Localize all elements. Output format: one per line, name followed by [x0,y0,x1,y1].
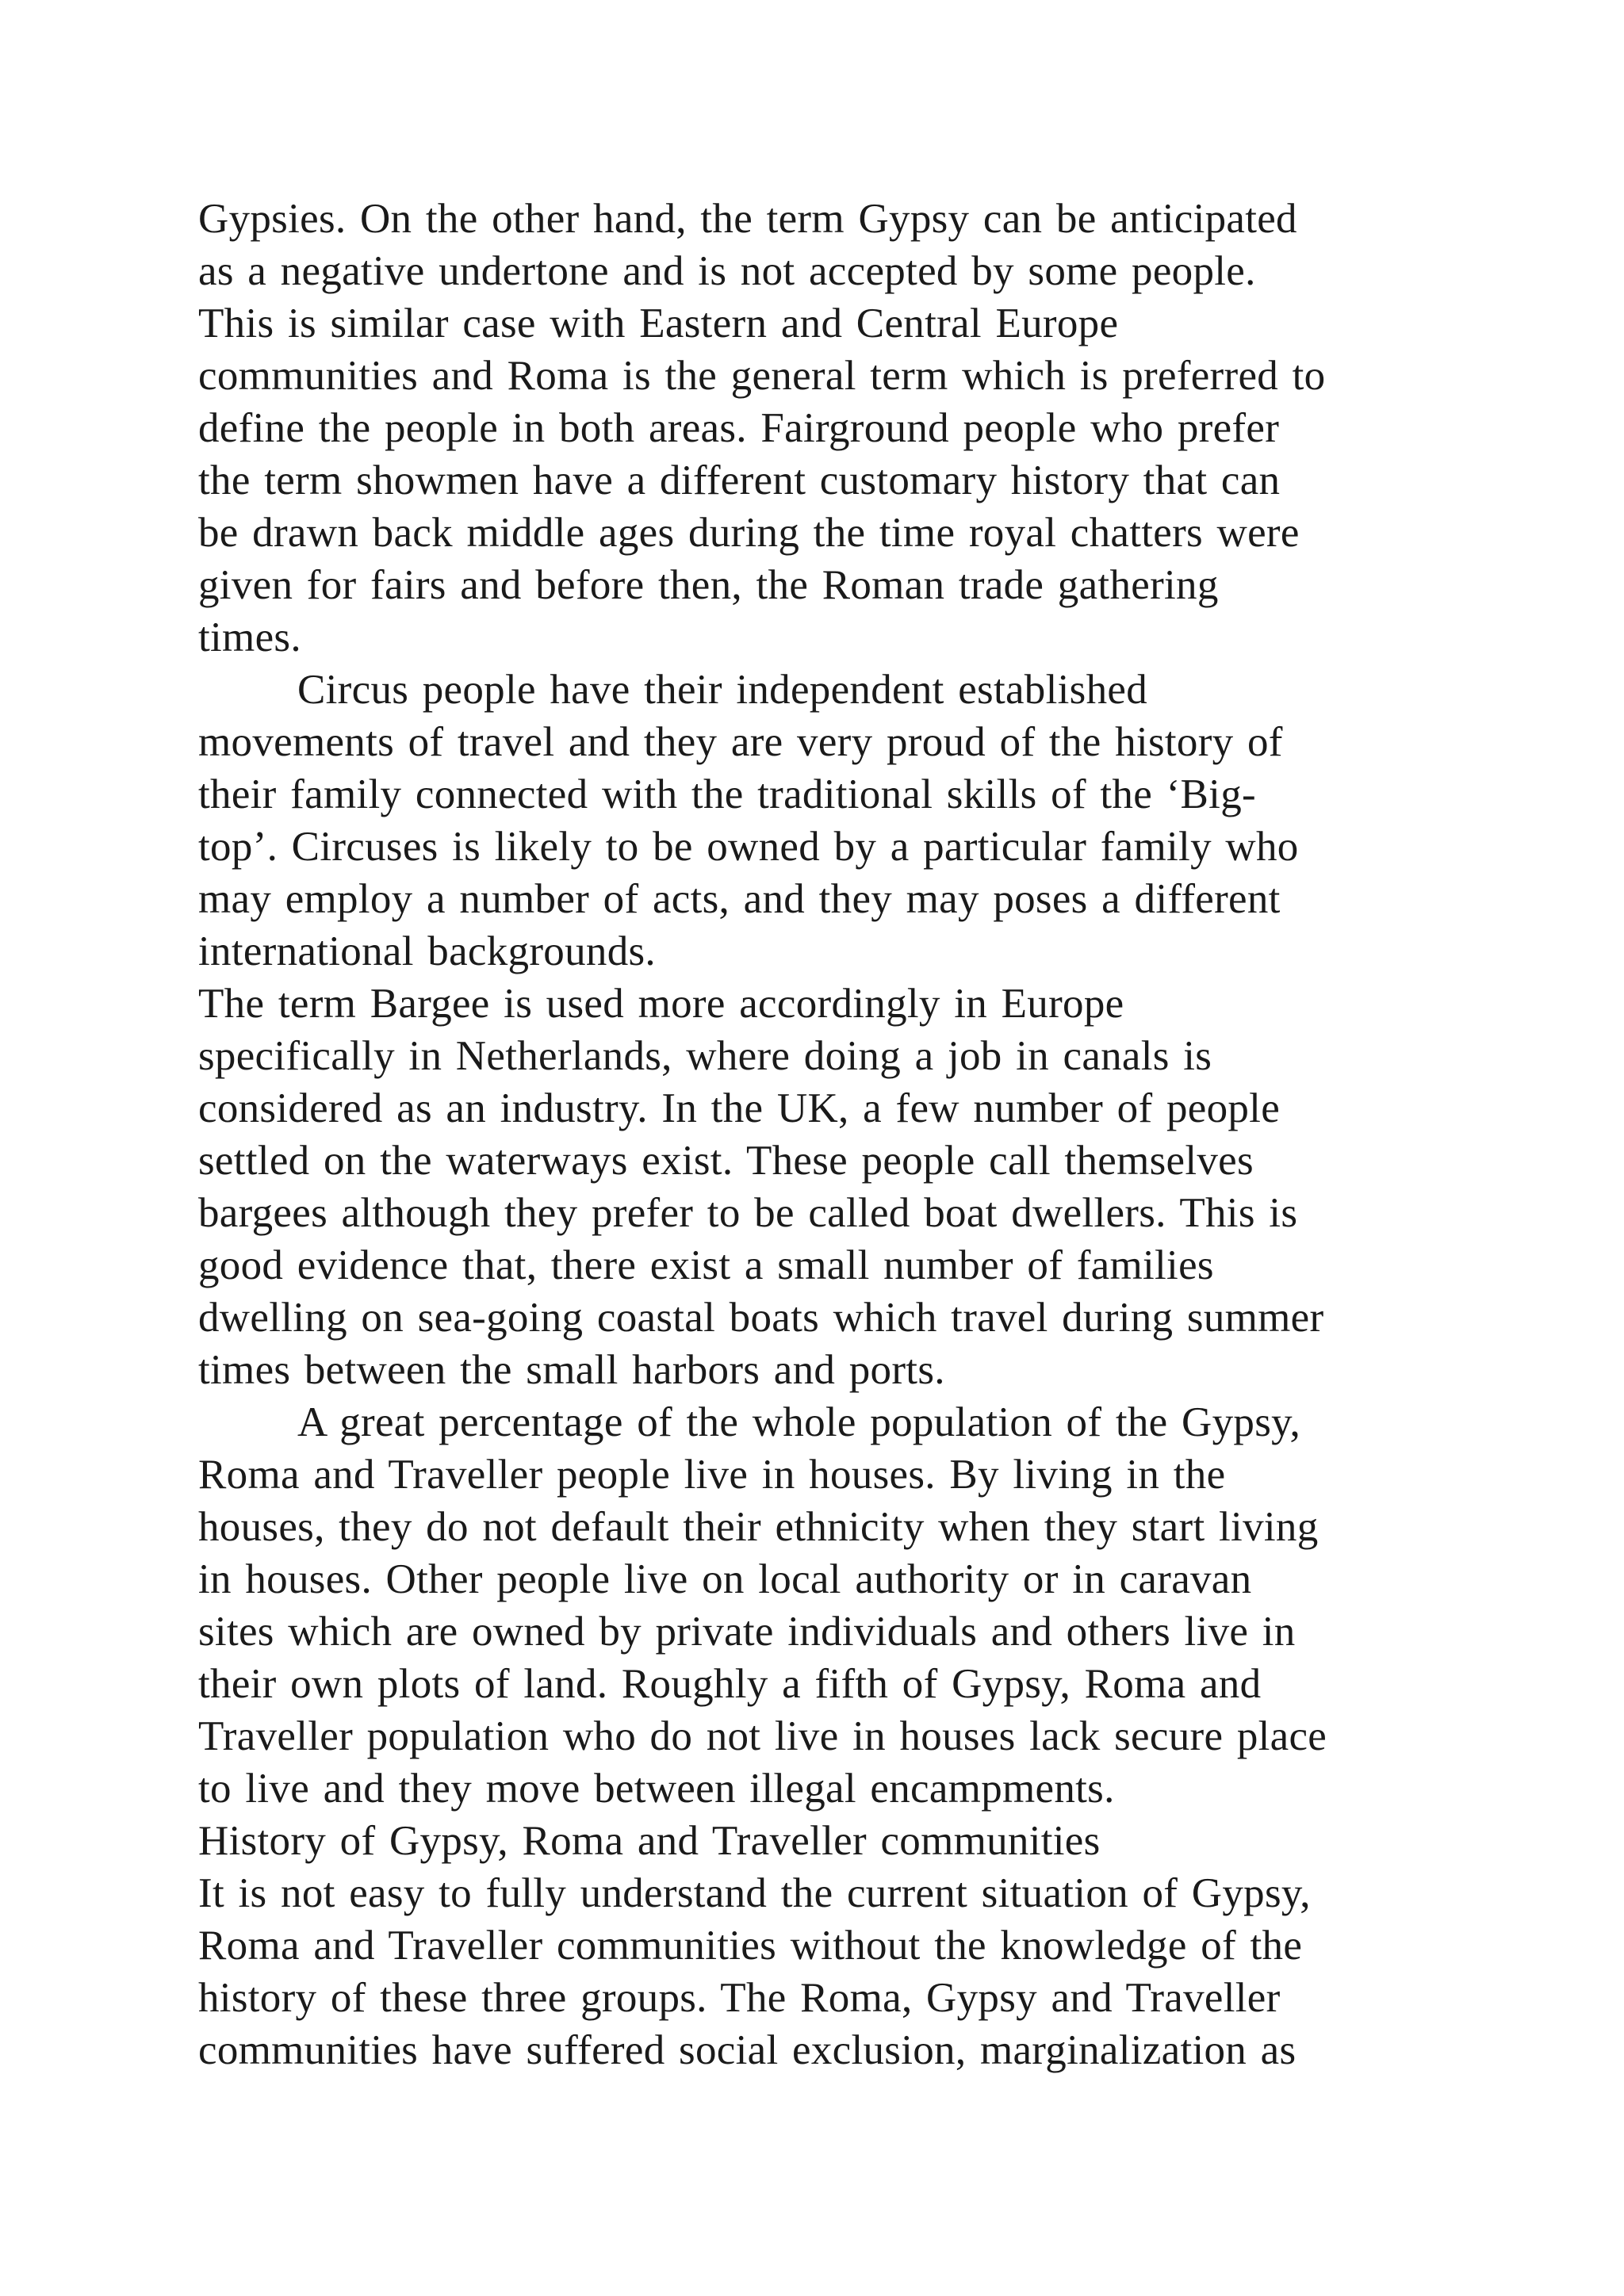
text-line: to live and they move between illegal encampments. [198,1766,1115,1812]
text-line: considered as an industry. In the UK, a few number of people [198,1085,1281,1131]
text-line: It is not easy to fully understand the current situation of Gypsy, [198,1870,1311,1916]
body-text [198,193,1435,2076]
text-line: their family connected with the traditional skills of the ‘Big- [198,771,1256,817]
text-line: History of Gypsy, Roma and Traveller communities [198,1818,1101,1864]
text-line: history of these three groups. The Roma, Gypsy and Traveller [198,1975,1281,2021]
text-line: houses, they do not default their ethnicity when they start living [198,1504,1319,1550]
text-line: good evidence that, there exist a small number of families [198,1242,1214,1288]
text-line: be drawn back middle ages during the time royal chatters were [198,510,1300,556]
text-line: Roma and Traveller communities without the knowledge of the [198,1923,1303,1969]
text-line: communities have suffered social exclusion, marginalization as [198,2027,1297,2073]
text-line: times. [198,614,301,660]
paragraph-first-line: A great percentage of the whole population of the Gypsy, [297,1399,1301,1445]
text-line: This is similar case with Eastern and Central Europe [198,300,1119,346]
text-line: given for fairs and before then, the Roman trade gathering [198,562,1219,608]
text-line: define the people in both areas. Fairground people who prefer [198,405,1280,451]
text-line: movements of travel and they are very proud of the history of [198,719,1283,765]
text-line: their own plots of land. Roughly a fifth of Gypsy, Roma and [198,1661,1262,1707]
text-line: may employ a number of acts, and they may poses a different [198,876,1281,922]
text-line: The term Bargee is used more accordingly in Europe [198,981,1124,1027]
text-line: settled on the waterways exist. These people call themselves [198,1138,1254,1184]
text-line: in houses. Other people live on local authority or in caravan [198,1556,1252,1602]
text-line: sites which are owned by private individuals and others live in [198,1609,1296,1655]
text-line: communities and Roma is the general term which is preferred to [198,353,1326,399]
text-line: Roma and Traveller people live in houses. By living in the [198,1452,1226,1498]
text-line: bargees although they prefer to be called boat dwellers. This is [198,1190,1298,1236]
text-line: times between the small harbors and ports. [198,1347,945,1393]
text-line: international backgrounds. [198,928,656,974]
text-line: dwelling on sea-going coastal boats which travel during summer [198,1295,1324,1341]
text-line: top’. Circuses is likely to be owned by a particular family who [198,824,1299,870]
text-line: the term showmen have a different customary history that can [198,457,1281,503]
text-line: Gypsies. On the other hand, the term Gypsy can be anticipated [198,196,1297,242]
text-line: specifically in Netherlands, where doing a job in canals is [198,1033,1212,1079]
paragraph-first-line: Circus people have their independent established [297,667,1147,713]
text-line: as a negative undertone and is not accepted by some people. [198,248,1256,294]
text-line: Traveller population who do not live in houses lack secure place [198,1713,1327,1759]
